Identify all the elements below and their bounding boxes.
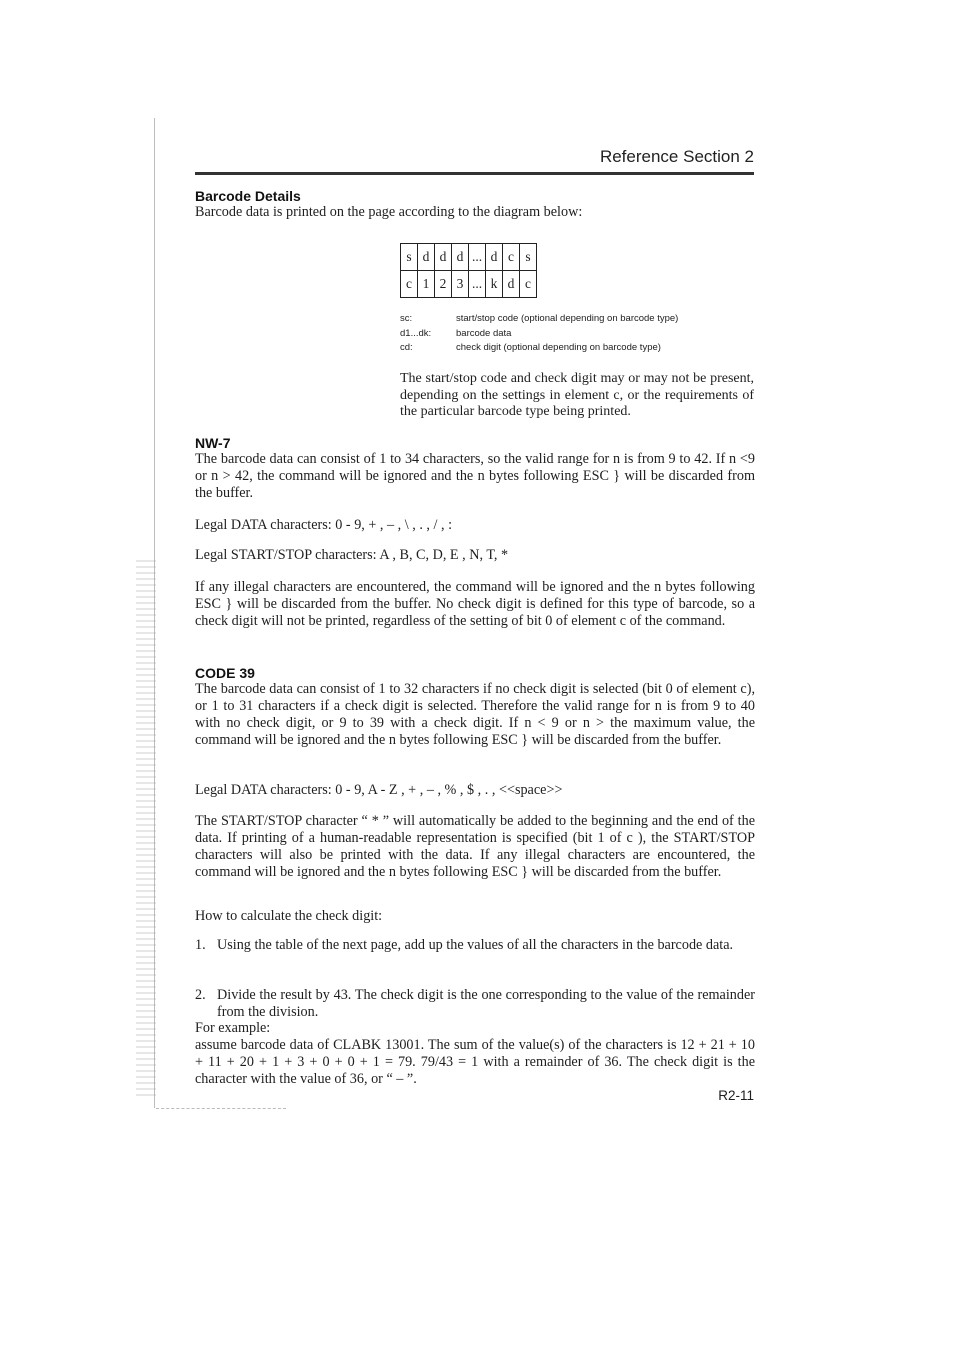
- step-item: [195, 937, 755, 954]
- diagram-cell: s: [520, 244, 537, 271]
- nw7-paragraph-2: If any illegal characters are encountered, the command will be ignored and the n bytes following ESC } will be discarded from the buffer. No check digit is defined for this type of barcode, so a check digit will not be printed, regardless of the setting of bit 0 of element c of the command.: [195, 579, 755, 629]
- legend-desc: start/stop code (optional depending on barcode type): [456, 313, 679, 324]
- nw7-legal-startstop: Legal START/STOP characters: A , B, C, D, E , N, T, *: [195, 547, 509, 563]
- diagram-cell: d: [452, 244, 469, 271]
- diagram-row-top: [401, 244, 537, 271]
- code39-heading: CODE 39: [195, 665, 255, 681]
- step-number: 2.: [195, 987, 206, 1003]
- step-text: Using the table of the next page, add up the values of all the characters in the barcode data.: [217, 937, 734, 953]
- code39-howto: How to calculate the check digit:: [195, 908, 383, 924]
- example-text: assume barcode data of CLABK 13001. The sum of the value(s) of the characters is 12 + 21 + 10 + 11 + 20 + 1 + 3 + 0 + 0 + 1 = 79. 79/43 = 1 with a remainder of 36. The check digit is the character with the value of 36, or “ – ”.: [195, 1037, 755, 1087]
- diagram-cell: d: [435, 244, 452, 271]
- legend-key: d1...dk:: [400, 328, 432, 339]
- diagram-cell: c: [520, 271, 537, 298]
- diagram-note: The start/stop code and check digit may or may not be present, depending on the settings in element c, or the requirements of the particular barcode type being printed.: [400, 371, 754, 419]
- nw7-legal-data: Legal DATA characters: 0 - 9, + , – , \ , . , / , :: [195, 517, 453, 533]
- step-text: Divide the result by 43. The check digit is the one corresponding to the value of the remainder from the division.: [217, 987, 755, 1020]
- scan-bottom-mark: [156, 1108, 286, 1110]
- diagram-cell: 2: [435, 271, 452, 298]
- diagram-cell: 3: [452, 271, 469, 298]
- header-rule: [195, 172, 754, 175]
- page-number: R2-11: [718, 1088, 754, 1103]
- diagram-cell: 1: [418, 271, 435, 298]
- diagram-row-bottom: [401, 271, 537, 298]
- diagram-cell: d: [503, 271, 520, 298]
- legend-key: sc:: [400, 313, 413, 324]
- diagram-cell: k: [486, 271, 503, 298]
- barcode-details-heading: Barcode Details: [195, 188, 301, 204]
- code39-paragraph-2: The START/STOP character “ * ” will automatically be added to the beginning and the end of the data. If printing of a human-readable representation is specified (bit 1 of c ), the START/STOP characters will also be printed with the data. If any illegal characters are encountered, the command will be ignored and the n bytes following ESC } will be discarded from the buffer.: [195, 813, 755, 880]
- legend-desc: barcode data: [456, 328, 512, 339]
- scan-noise: [136, 560, 156, 1100]
- step-item: [195, 987, 755, 1021]
- diagram-cell: d: [486, 244, 503, 271]
- diagram-cell: ...: [469, 271, 486, 298]
- legend-key: cd:: [400, 342, 413, 353]
- diagram-cell: ...: [469, 244, 486, 271]
- diagram-cell: c: [503, 244, 520, 271]
- legend-desc: check digit (optional depending on barcode type): [456, 342, 661, 353]
- section-header: Reference Section 2: [599, 147, 754, 166]
- code39-legal-data: Legal DATA characters: 0 - 9, A - Z , + , – , % , $ , . , <<space>>: [195, 782, 563, 798]
- nw7-paragraph-1: The barcode data can consist of 1 to 34 characters, so the valid range for n is from 9 to 42. If n <9 or n > 42, the command will be ignored and the n bytes following ESC } will be discarded from the buffer.: [195, 451, 755, 501]
- diagram-cell: d: [418, 244, 435, 271]
- step-number: 1.: [195, 937, 206, 953]
- nw7-heading: NW-7: [195, 435, 231, 451]
- barcode-diagram: [400, 243, 537, 298]
- example-label: For example:: [195, 1020, 271, 1036]
- barcode-details-intro: Barcode data is printed on the page according to the diagram below:: [195, 204, 583, 220]
- diagram-cell: s: [401, 244, 418, 271]
- diagram-cell: c: [401, 271, 418, 298]
- code39-paragraph-1: The barcode data can consist of 1 to 32 characters if no check digit is selected (bit 0 of element c), or 1 to 31 characters if a check digit is selected. Therefore the valid range for n is from 9 to 40 with no check digit, or 9 to 39 with a check digit. If n < 9 or n > the maximum value, the command will be ignored and the n bytes following ESC } will be discarded from the buffer.: [195, 681, 755, 748]
